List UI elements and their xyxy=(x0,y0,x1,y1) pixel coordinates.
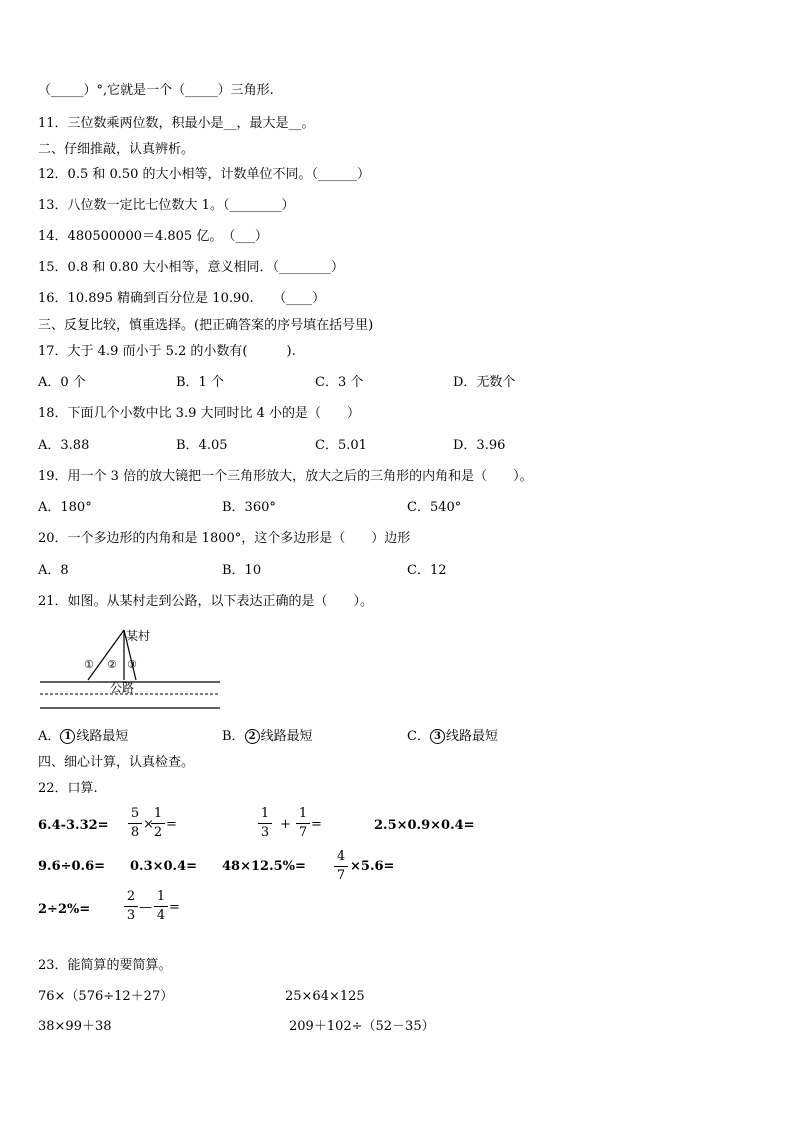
route-1-line xyxy=(88,630,124,680)
denominator: 8 xyxy=(130,825,140,840)
calc-expr-4: 2.5×0.9×0.4= xyxy=(374,818,475,833)
calc-expr-2-equals: = xyxy=(166,817,177,832)
q21-option-c xyxy=(407,729,498,745)
q21-a-prefix: A． xyxy=(38,729,61,744)
numerator: 4 xyxy=(336,849,346,864)
question-11: 11．三位数乘两位数，积最小是__，最大是__。 xyxy=(38,116,315,131)
question-15: 15．0.8 和 0.80 大小相等，意义相同．（________） xyxy=(38,260,345,275)
question-19: 19．用一个 3 倍的放大镜把一个三角形放大，放大之后的三角形的内角和是（ ）。 xyxy=(38,469,533,484)
calc-expr-3-fraction-2 xyxy=(296,806,310,841)
question-17: 17．大于 4.9 而小于 5.2 的小数有( ). xyxy=(38,344,296,359)
question-18: 18．下面几个小数中比 3.9 大同时比 4 小的是（ ） xyxy=(38,406,361,421)
q17-option-a: A．0 个 xyxy=(38,375,86,390)
denominator: 4 xyxy=(156,908,166,923)
denominator: 3 xyxy=(260,825,270,840)
q19-option-b: B．360° xyxy=(222,500,276,515)
denominator: 7 xyxy=(336,868,346,883)
q17-option-d: D．无数个 xyxy=(453,375,516,390)
q17-option-b: B．1 个 xyxy=(176,375,224,390)
question-21: 21．如图。从某村走到公路，以下表达正确的是（ ）。 xyxy=(38,594,374,609)
numerator: 1 xyxy=(298,806,308,821)
numerator: 2 xyxy=(126,889,136,904)
circled-number-2: 2 xyxy=(245,729,260,744)
numerator: 5 xyxy=(130,806,140,821)
numerator: 1 xyxy=(260,806,270,821)
section-3-heading: 三、反复比较，慎重选择。(把正确答案的序号填在括号里) xyxy=(38,318,374,333)
q20-option-b: B．10 xyxy=(222,563,262,578)
section-2-heading: 二、仔细推敲，认真辨析。 xyxy=(38,142,195,157)
question-12: 12．0.5 和 0.50 的大小相等，计数单位不同。（______） xyxy=(38,167,371,182)
question-13: 13．八位数一定比七位数大 1。（________） xyxy=(38,198,295,213)
q21-c-prefix: C． xyxy=(407,729,430,744)
village-label: 某村 xyxy=(126,629,151,643)
q21-b-text: 线路最短 xyxy=(260,729,313,744)
simplify-expr-c: 38×99＋38 xyxy=(38,1019,112,1034)
q18-option-a: A．3.88 xyxy=(38,438,90,453)
route-1-label: ① xyxy=(84,658,94,671)
q18-option-c: C．5.01 xyxy=(315,438,367,453)
simplify-expr-a: 76×（576÷12＋27） xyxy=(38,989,174,1004)
simplify-expr-d: 209＋102÷（52－35） xyxy=(289,1019,435,1034)
calc-expr-10-fraction-2 xyxy=(154,889,168,924)
circled-number-3: 3 xyxy=(430,729,445,744)
route-2-label: ② xyxy=(107,658,117,671)
numerator: 1 xyxy=(156,889,166,904)
circled-number-1: 1 xyxy=(60,729,75,744)
calc-expr-10-equals: = xyxy=(169,900,180,915)
denominator: 2 xyxy=(153,825,163,840)
q19-option-c: C．540° xyxy=(407,500,462,515)
question-23: 23．能简算的要简算。 xyxy=(38,958,172,973)
question-20: 20．一个多边形的内角和是 1800°，这个多边形是（ ）边形 xyxy=(38,531,411,546)
numerator: 1 xyxy=(153,806,163,821)
q18-option-d: D．3.96 xyxy=(453,438,506,453)
simplify-expr-b: 25×64×125 xyxy=(285,989,365,1004)
section-4-heading: 四、细心计算，认真检查。 xyxy=(38,755,195,770)
calc-expr-1: 6.4-3.32= xyxy=(38,818,109,833)
q18-option-b: B．4.05 xyxy=(176,438,228,453)
q19-option-a: A．180° xyxy=(38,500,92,515)
q21-a-text: 线路最短 xyxy=(76,729,129,744)
q21-b-prefix: B． xyxy=(222,729,245,744)
q20-option-c: C．12 xyxy=(407,563,447,578)
calc-expr-3-operator: + xyxy=(280,817,291,832)
calc-expr-6: 0.3×0.4= xyxy=(130,859,198,874)
calc-expr-3-equals: = xyxy=(311,817,322,832)
question-16: 16．10.895 精确到百分位是 10.90. （____） xyxy=(38,291,326,306)
calc-expr-10-fraction-1 xyxy=(124,889,138,924)
route-3-label: ③ xyxy=(127,658,137,671)
road-label: 公路 xyxy=(110,681,135,695)
calc-expr-2-fraction-2 xyxy=(151,806,165,841)
calc-expr-3-fraction-1 xyxy=(258,806,272,841)
q21-option-b xyxy=(222,729,313,745)
calc-expr-8-fraction xyxy=(334,849,348,884)
denominator: 3 xyxy=(126,908,136,923)
calc-expr-7: 48×12.5%= xyxy=(222,859,306,874)
calc-expr-8-rest: ×5.6= xyxy=(350,859,395,874)
q21-c-text: 线路最短 xyxy=(445,729,498,744)
q21-option-a xyxy=(38,729,128,745)
calc-expr-5: 9.6÷0.6= xyxy=(38,859,106,874)
question-14: 14．480500000＝4.805 亿。 （___） xyxy=(38,229,268,244)
calc-expr-10-operator: — xyxy=(139,900,152,915)
route-diagram xyxy=(38,622,228,714)
line-fill-triangle: （_____）°,它就是一个（_____）三角形. xyxy=(38,83,274,98)
denominator: 7 xyxy=(298,825,308,840)
q17-option-c: C．3 个 xyxy=(315,375,364,390)
calc-expr-9: 2÷2%= xyxy=(38,902,91,917)
calc-expr-2-fraction-1 xyxy=(128,806,142,841)
q20-option-a: A．8 xyxy=(38,563,69,578)
calc-expr-2-operator: × xyxy=(143,817,154,832)
question-22: 22．口算. xyxy=(38,781,98,796)
